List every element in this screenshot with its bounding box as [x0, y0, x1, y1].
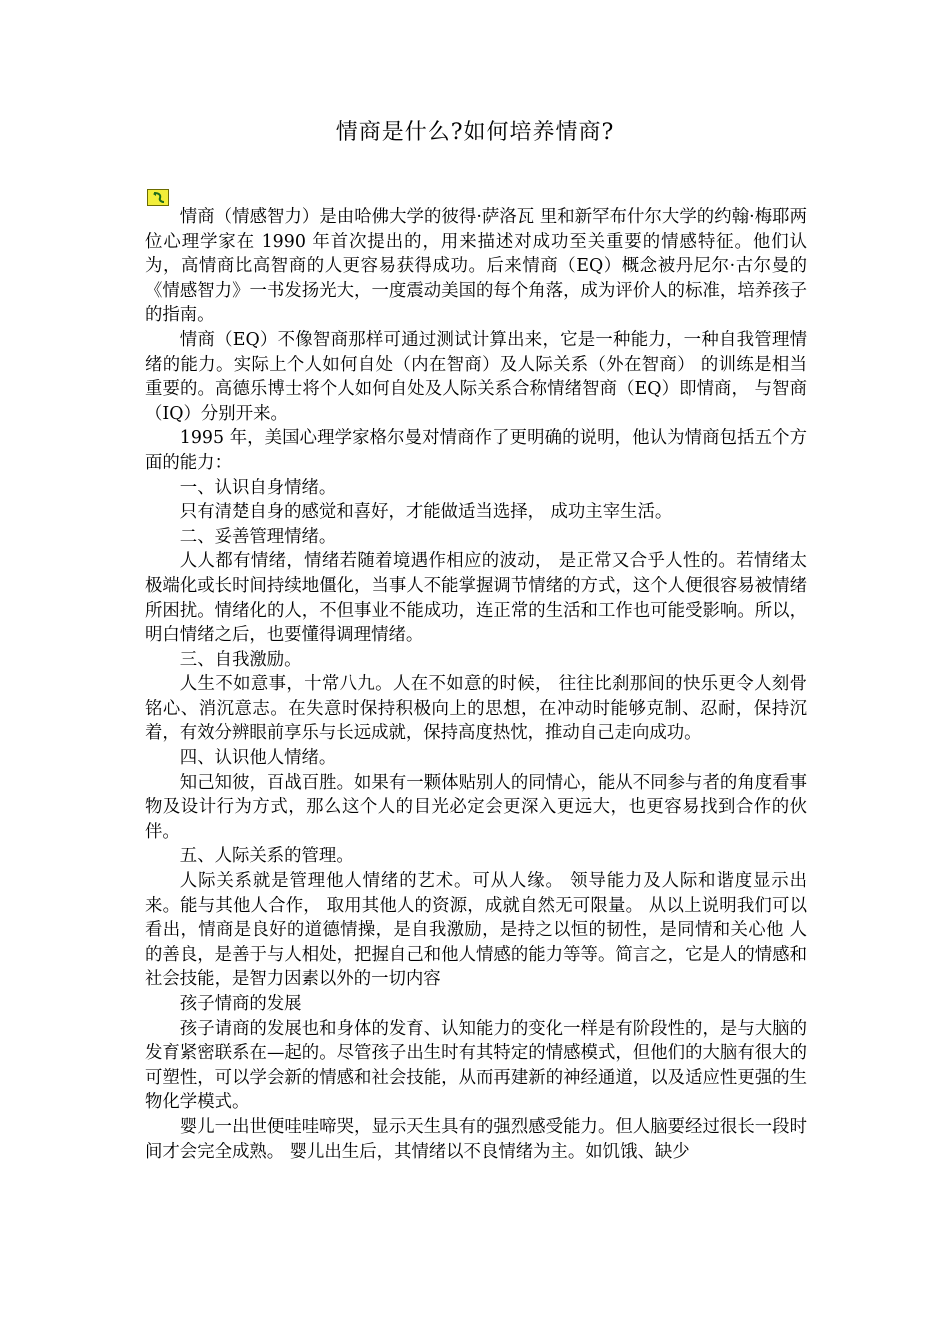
heading-self-motivation: 三、自我激励。 — [179, 649, 302, 670]
paragraph-relationships: 人际关系就是管理他人情绪的艺术。可从人缘。 领导能力及人际和谐度显示出来。能与其他人合作， 取用其他人的资源，成就自然无可限量。 从以上说明我们可以看出，情商是良好的道德情操，是自我激励，是持之以恒的韧性，是同情和关心他 人的善良，是善于与人相处，把握自己和他人情感的能力等等。简言之，它是人的情感和社会技能，是智力因素以外的一切内容 — [145, 871, 807, 990]
paragraph-five-abilities: 1995 年，美国心理学家格尔曼对情商作了更明确的说明，他认为情商包括五个方面的能力： — [145, 428, 807, 473]
paragraph-child-eq: 孩子请商的发展也和身体的发育、认知能力的变化一样是有阶段性的，是与大脑的发育紧密联系在—起的。尽管孩子出生时有其特定的情感模式，但他们的大脑有很大的可塑性，可以学会新的情感和社会技能，从而再建新的神经通道，以及适应性更强的生物化学模式。 — [145, 1018, 807, 1113]
document-link-icon-glyph — [148, 190, 168, 205]
paragraph-self-motivation: 人生不如意事，十常八九。人在不如意的时候， 往往比刹那间的快乐更令人刻骨铭心、消沉意志。在失意时保持积极向上的思想，在冲动时能够克制、忍耐，保持沉着，有效分辨眼前享乐与长远成就，保持高度热忱，推动自己走向成功。 — [145, 674, 807, 744]
document-link-icon[interactable] — [147, 189, 169, 206]
heading-self-awareness: 一、认识自身情绪。 — [179, 477, 337, 498]
paragraph-self-awareness: 只有清楚自身的感觉和喜好，才能做适当选择， 成功主宰生活。 — [179, 502, 673, 523]
document-body — [145, 205, 807, 1164]
heading-manage-emotions: 二、妥善管理情绪。 — [179, 526, 337, 547]
paragraph-infant: 婴儿一出世便哇哇啼哭，显示天生具有的强烈感受能力。但人脑要经过很长一段时间才会完全成熟。 婴儿出生后，其情绪以不良情绪为主。如饥饿、缺少 — [145, 1116, 807, 1162]
heading-child-eq: 孩子情商的发展 — [179, 994, 302, 1014]
paragraph-eq-definition: 情商（EQ）不像智商那样可通过测试计算出来，它是一种能力，一种自我管理情绪的能力。实际上个人如何自处（内在智商）及人际关系（外在智商） 的训练是相当重要的。高德乐博士将个人如何自处及人际关系合称情绪智商（EQ）即情商， 与智商（IQ）分别开来。 — [145, 329, 807, 424]
heading-recognize-others: 四、认识他人情绪。 — [179, 748, 337, 769]
heading-relationships: 五、人际关系的管理。 — [179, 846, 354, 867]
paragraph-recognize-others: 知己知彼，百战百胜。如果有一颗体贴别人的同情心，能从不同参与者的角度看事物及设计行为方式，那么这个人的目光必定会更深入更远大，也更容易找到合作的伙伴。 — [145, 772, 807, 842]
paragraph-manage-emotions: 人人都有情绪，情绪若随着境遇作相应的波动， 是正常又合乎人性的。若情绪太极端化或长时间持续地僵化，当事人不能掌握调节情绪的方式，这个人便很容易被情绪所困扰。情绪化的人，不但事业不能成功，连正常的生活和工作也可能受影响。所以，明白情绪之后，也要懂得调理情绪。 — [145, 551, 807, 646]
document-title: 情商是什么?如何培养情商? — [335, 120, 615, 145]
paragraph-intro: 情商（情感智力）是由哈佛大学的彼得·萨洛瓦 里和新罕布什尔大学的约翰·梅耶两位心理学家在 1990 年首次提出的，用来描述对成功至关重要的情感特征。他们认为，高情商比高智商的人更容易获得成功。后来情商（EQ）概念被丹尼尔·古尔曼的《情感智力》一书发扬光大，一度震动美国的每个角落，成为评价人的标准，培养孩子的指南。 — [145, 207, 807, 326]
